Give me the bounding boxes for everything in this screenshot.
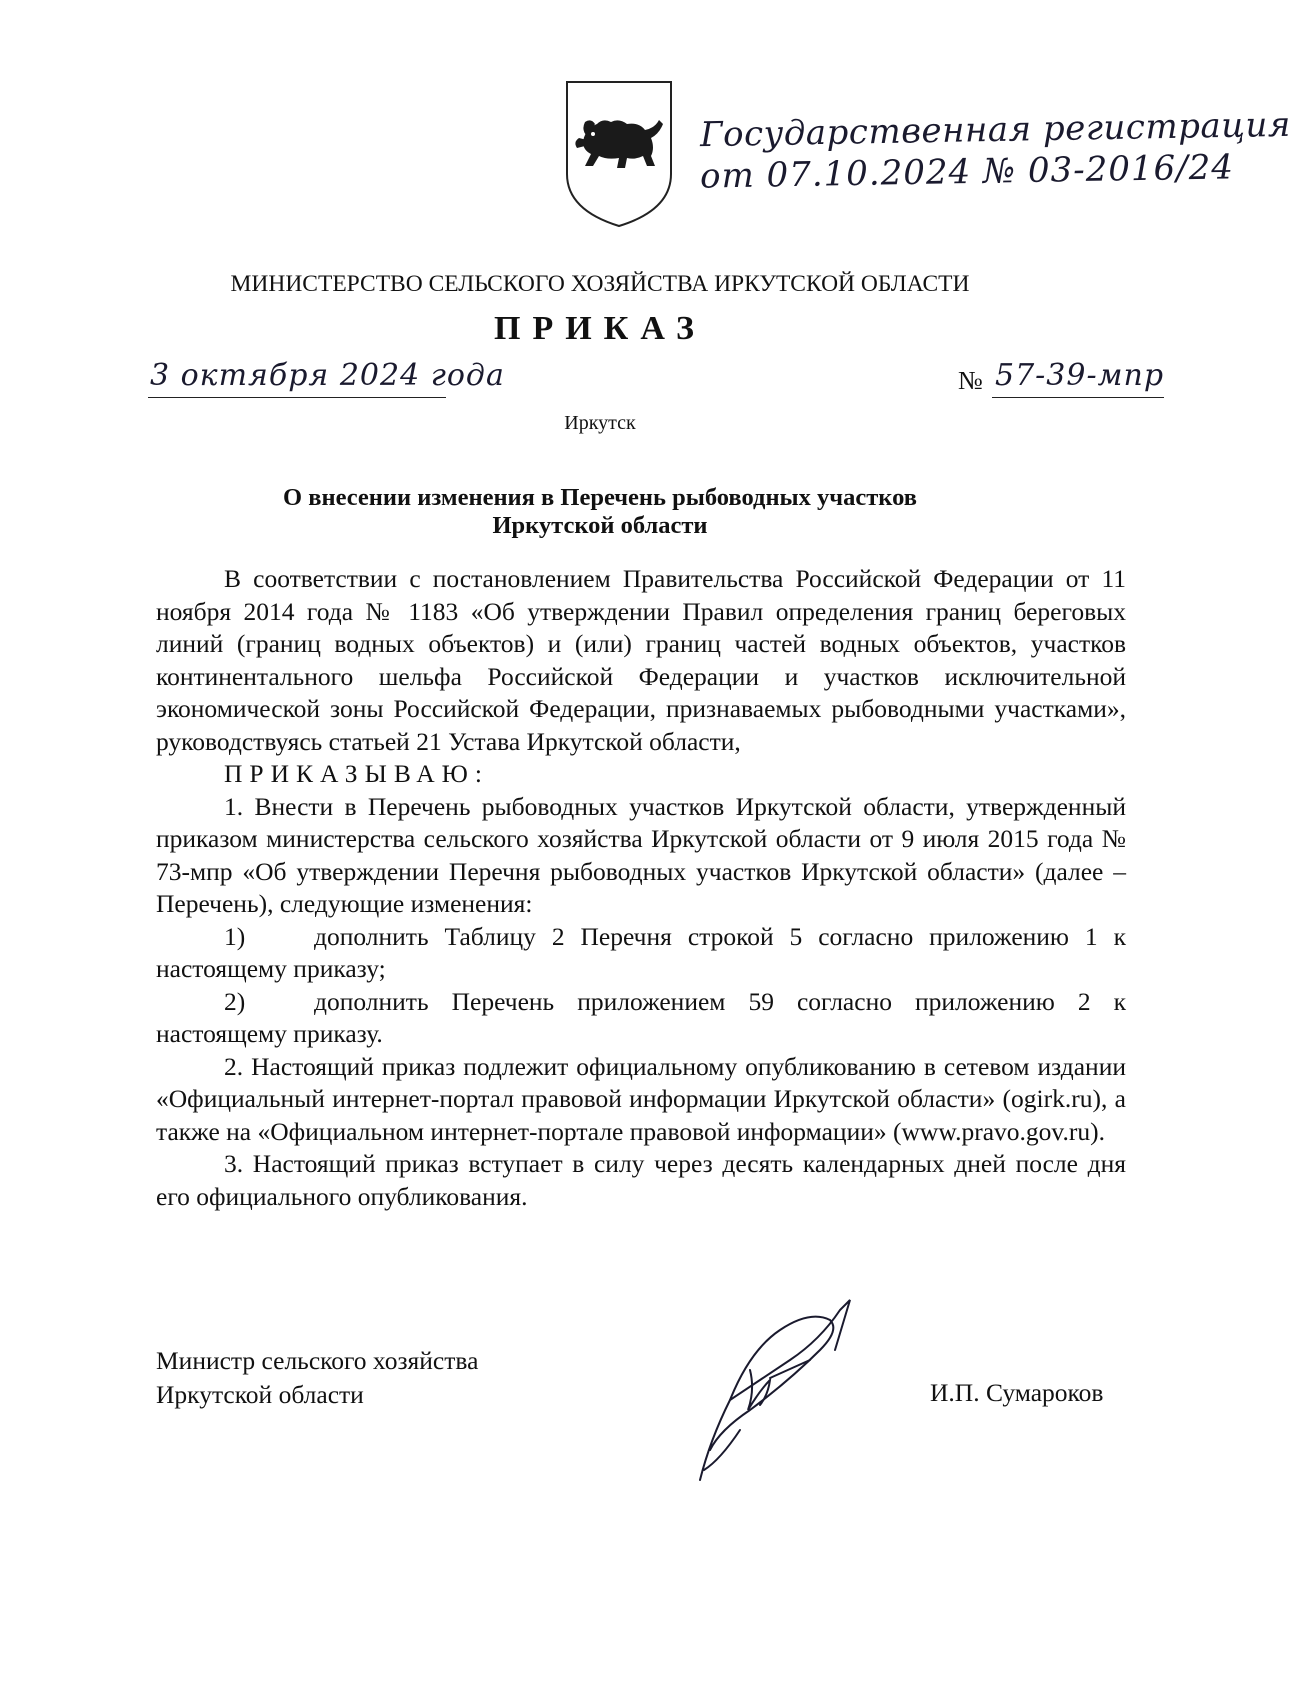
preamble-paragraph: В соответствии с постановлением Правительства Российской Федерации от 11 ноября 2014 года № 1183 «Об утверждении Правил определения границ береговых линий (границ водных объектов) и (или) границ частей водных объектов, участков континентального шельфа Российской Федерации и участков исключительной экономической зоны Российской Федерации, признаваемых рыбоводными участками», руководствуясь статьей 21 Устава Иркутской области, xyxy=(156,564,1126,756)
order-date: 3 октября 2024 года xyxy=(150,358,505,393)
signer-post-line: Министр сельского хозяйства xyxy=(156,1346,479,1375)
date-underline xyxy=(148,397,446,398)
signer-name: И.П. Сумароков xyxy=(930,1378,1104,1407)
item-2-paragraph: 2. Настоящий приказ подлежит официальному опубликованию в сетевом издании «Официальный интернет-портал правовой информации Иркутской области» (ogirk.ru), а также на «Официальном интернет-портале правовой информации» (www.pravo.gov.ru). xyxy=(156,1051,1126,1146)
coat-of-arms-emblem xyxy=(563,78,675,230)
item-1-paragraph: 1. Внести в Перечень рыбоводных участков Иркутской области, утвержденный приказом министерства сельского хозяйства Иркутской области от 9 июля 2015 года № 73-мпр «Об утверждении Перечня рыбоводных участков Иркутской области» (далее – Перечень), следующие изменения: xyxy=(156,791,1126,918)
number-underline xyxy=(992,397,1164,398)
item-3-paragraph: 3. Настоящий приказ вступает в силу через десять календарных дней после дня его официального опубликования. xyxy=(156,1149,1126,1211)
registration-note-line1: Государственная регистрация xyxy=(699,104,1291,156)
subitem-2-number: 2) xyxy=(224,986,246,1016)
subitem-2-text: дополнить Перечень приложением 59 согласно приложению 2 к настоящему приказу. xyxy=(156,986,1126,1048)
title-line: Иркутской области xyxy=(492,512,708,539)
ministry-name: МИНИСТЕРСТВО СЕЛЬСКОГО ХОЗЯЙСТВА ИРКУТСКОЙ ОБЛАСТИ xyxy=(230,271,970,297)
title-line: О внесении изменения в Перечень рыбоводных участков xyxy=(283,484,917,511)
document-title xyxy=(0,484,1200,540)
handwritten-signature xyxy=(690,1290,900,1490)
registration-note-line2: от 07.10.2024 № 03-2016/24 xyxy=(699,147,1235,197)
city: Иркутск xyxy=(564,412,636,434)
subitem-1-text: дополнить Таблицу 2 Перечня строкой 5 согласно приложению 1 к настоящему приказу; xyxy=(156,921,1126,983)
order-word: ПРИКАЗЫВАЮ: xyxy=(224,759,489,788)
order-number: 57-39-мпр xyxy=(995,358,1165,393)
signer-post xyxy=(156,1344,478,1412)
subitem-1-number: 1) xyxy=(224,921,246,951)
subitem-2-paragraph xyxy=(156,986,1126,1051)
document-type: ПРИКАЗ xyxy=(494,310,706,347)
order-number-label: № xyxy=(958,366,983,395)
subitem-1-paragraph xyxy=(156,921,1126,986)
document-body xyxy=(156,563,1126,1213)
signer-post-line: Иркутской области xyxy=(156,1380,364,1409)
